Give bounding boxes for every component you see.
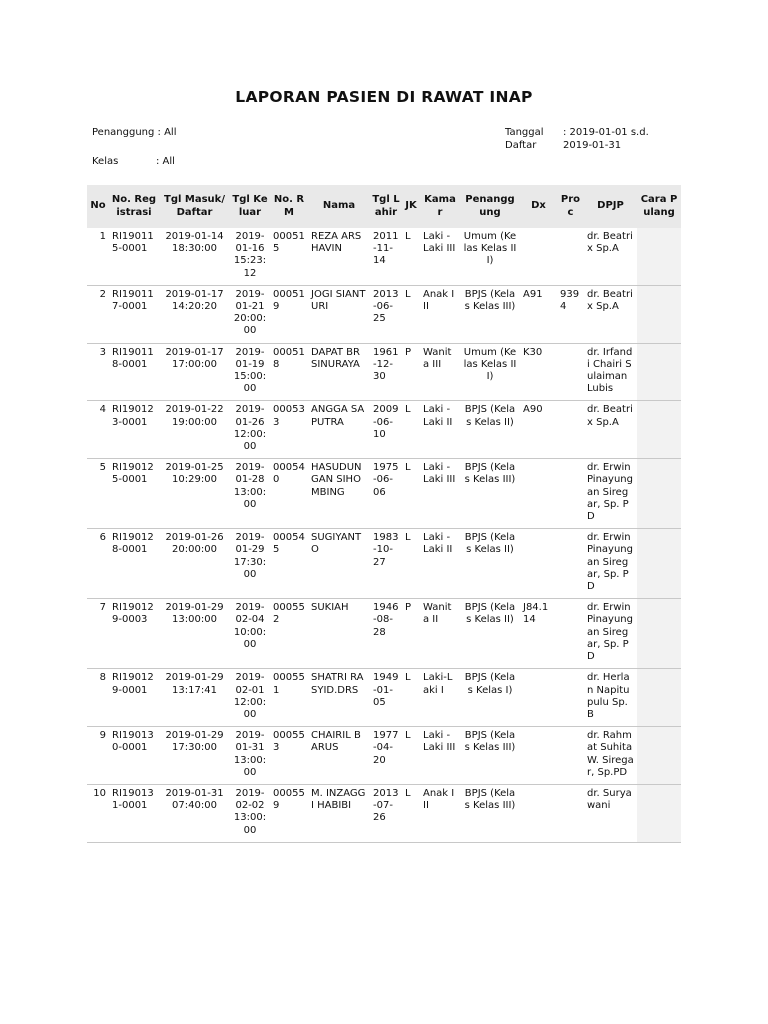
- cell-cara-pulang: [637, 784, 681, 842]
- penanggung-filter: [92, 126, 177, 139]
- report-title: LAPORAN PASIEN DI RAWAT INAP: [235, 88, 533, 106]
- cell-cara-pulang: [637, 669, 681, 727]
- cell-dpjp: dr. Erwin Pinayungan Siregar, Sp. PD: [584, 529, 637, 599]
- cell-penanggung: BPJS (Kelas Kelas III): [460, 285, 520, 343]
- cell-kamar: Laki - Laki III: [420, 727, 460, 785]
- col-header-dx: Dx: [520, 185, 557, 228]
- cell-cara-pulang: [637, 599, 681, 669]
- cell-dx: A91: [520, 285, 557, 343]
- cell-dpjp: dr. Beatrix Sp.A: [584, 285, 637, 343]
- cell-tgl-lahir: 2009-06-10: [370, 401, 402, 459]
- cell-dpjp: dr. Erwin Pinayungan Siregar, Sp. PD: [584, 599, 637, 669]
- cell-no-rm: 000540: [270, 459, 308, 529]
- cell-dpjp: dr. Beatrix Sp.A: [584, 401, 637, 459]
- col-header-dpjp: DPJP: [584, 185, 637, 228]
- cell-tgl-masuk: 2019-01-17 17:00:00: [159, 343, 230, 401]
- cell-proc: [557, 669, 584, 727]
- penanggung-label: Penanggung: [92, 127, 155, 138]
- col-header-registrasi: No. Registrasi: [109, 185, 159, 228]
- table-row: [87, 285, 681, 343]
- table-row: [87, 727, 681, 785]
- table-row: [87, 529, 681, 599]
- col-header-tgl-masuk: Tgl Masuk/Daftar: [159, 185, 230, 228]
- cell-proc: [557, 529, 584, 599]
- col-header-cara-pulang: Cara Pulang: [637, 185, 681, 228]
- cell-tgl-lahir: 1949-01-05: [370, 669, 402, 727]
- cell-tgl-keluar: 2019-01-21 20:00:00: [230, 285, 270, 343]
- cell-cara-pulang: [637, 459, 681, 529]
- cell-proc: [557, 343, 584, 401]
- cell-dx: [520, 669, 557, 727]
- cell-kamar: Anak III: [420, 784, 460, 842]
- cell-proc: [557, 228, 584, 285]
- cell-dpjp: dr. Suryawani: [584, 784, 637, 842]
- cell-nama: HASUDUN GAN SIHOMBING: [308, 459, 370, 529]
- cell-penanggung: BPJS (Kelas Kelas II): [460, 599, 520, 669]
- table-row: [87, 401, 681, 459]
- cell-jk: L: [402, 228, 420, 285]
- cell-registrasi: RI190129-0003: [109, 599, 159, 669]
- table-row: [87, 669, 681, 727]
- table-row: [87, 784, 681, 842]
- cell-tgl-keluar: 2019-01-31 13:00:00: [230, 727, 270, 785]
- cell-dpjp: dr. Herlan Napitupulu Sp.B: [584, 669, 637, 727]
- cell-tgl-masuk: 2019-01-22 19:00:00: [159, 401, 230, 459]
- cell-penanggung: BPJS (Kelas Kelas III): [460, 459, 520, 529]
- cell-kamar: Laki - Laki III: [420, 459, 460, 529]
- cell-penanggung: BPJS (Kelas Kelas II): [460, 529, 520, 599]
- col-header-nama: Nama: [308, 185, 370, 228]
- cell-tgl-masuk: 2019-01-31 07:40:00: [159, 784, 230, 842]
- col-header-no-rm: No. RM: [270, 185, 308, 228]
- cell-no: 7: [87, 599, 109, 669]
- table-header-row: [87, 185, 681, 228]
- cell-kamar: Laki - Laki II: [420, 401, 460, 459]
- cell-cara-pulang: [637, 727, 681, 785]
- cell-penanggung: Umum (Kelas Kelas III): [460, 343, 520, 401]
- cell-penanggung: BPJS (Kelas Kelas III): [460, 784, 520, 842]
- cell-tgl-keluar: 2019-01-28 13:00:00: [230, 459, 270, 529]
- cell-cara-pulang: [637, 343, 681, 401]
- cell-dx: K30: [520, 343, 557, 401]
- cell-jk: P: [402, 599, 420, 669]
- cell-no-rm: 000515: [270, 228, 308, 285]
- col-header-no: No: [87, 185, 109, 228]
- cell-proc: [557, 727, 584, 785]
- cell-registrasi: RI190128-0001: [109, 529, 159, 599]
- col-header-proc: Proc: [557, 185, 584, 228]
- tanggal-value-1: : 2019-01-01 s.d.: [563, 127, 649, 138]
- cell-proc: [557, 784, 584, 842]
- cell-kamar: Laki - Laki II: [420, 529, 460, 599]
- cell-no: 1: [87, 228, 109, 285]
- cell-dpjp: dr. Rahmat Suhita W. Siregar, Sp.PD: [584, 727, 637, 785]
- cell-no: 2: [87, 285, 109, 343]
- cell-dx: [520, 228, 557, 285]
- tanggal-label-2: Daftar: [505, 140, 537, 151]
- cell-tgl-masuk: 2019-01-14 18:30:00: [159, 228, 230, 285]
- cell-dpjp: dr. Irfandi Chairi Sulaiman Lubis: [584, 343, 637, 401]
- cell-jk: L: [402, 529, 420, 599]
- cell-tgl-keluar: 2019-01-16 15:23:12: [230, 228, 270, 285]
- cell-tgl-masuk: 2019-01-29 13:17:41: [159, 669, 230, 727]
- cell-dx: [520, 459, 557, 529]
- cell-nama: SUKIAH: [308, 599, 370, 669]
- cell-jk: P: [402, 343, 420, 401]
- cell-registrasi: RI190118-0001: [109, 343, 159, 401]
- cell-nama: JOGI SIANTURI: [308, 285, 370, 343]
- cell-registrasi: RI190123-0001: [109, 401, 159, 459]
- cell-proc: [557, 459, 584, 529]
- cell-dpjp: dr. Beatrix Sp.A: [584, 228, 637, 285]
- cell-tgl-keluar: 2019-01-19 15:00:00: [230, 343, 270, 401]
- cell-tgl-masuk: 2019-01-17 14:20:20: [159, 285, 230, 343]
- col-header-jk: JK: [402, 185, 420, 228]
- cell-registrasi: RI190129-0001: [109, 669, 159, 727]
- cell-jk: L: [402, 285, 420, 343]
- cell-tgl-lahir: 1977-04-20: [370, 727, 402, 785]
- cell-dx: J84.114: [520, 599, 557, 669]
- cell-no-rm: 000545: [270, 529, 308, 599]
- cell-penanggung: BPJS (Kelas Kelas III): [460, 727, 520, 785]
- penanggung-value: : All: [157, 127, 177, 138]
- cell-dx: A90: [520, 401, 557, 459]
- cell-kamar: Wanita III: [420, 343, 460, 401]
- kelas-filter: [92, 155, 175, 168]
- cell-no: 10: [87, 784, 109, 842]
- cell-tgl-masuk: 2019-01-26 20:00:00: [159, 529, 230, 599]
- cell-registrasi: RI190131-0001: [109, 784, 159, 842]
- cell-penanggung: Umum (Kelas Kelas III): [460, 228, 520, 285]
- tanggal-value-2: 2019-01-31: [563, 140, 622, 151]
- cell-tgl-lahir: 1975-06-06: [370, 459, 402, 529]
- cell-proc: 9394: [557, 285, 584, 343]
- cell-no: 6: [87, 529, 109, 599]
- table-row: [87, 228, 681, 285]
- kelas-label: Kelas: [92, 156, 119, 167]
- cell-nama: ANGGA SAPUTRA: [308, 401, 370, 459]
- cell-no: 4: [87, 401, 109, 459]
- col-header-kamar: Kamar: [420, 185, 460, 228]
- cell-tgl-keluar: 2019-02-01 12:00:00: [230, 669, 270, 727]
- col-header-penanggung: Penanggung: [460, 185, 520, 228]
- col-header-tgl-lahir: Tgl Lahir: [370, 185, 402, 228]
- table-row: [87, 599, 681, 669]
- cell-nama: SUGIYANTO: [308, 529, 370, 599]
- kelas-value: : All: [156, 156, 175, 167]
- cell-cara-pulang: [637, 401, 681, 459]
- cell-nama: DAPAT BR SINURAYA: [308, 343, 370, 401]
- cell-penanggung: BPJS (Kelas Kelas I): [460, 669, 520, 727]
- cell-jk: L: [402, 727, 420, 785]
- cell-kamar: Laki-Laki I: [420, 669, 460, 727]
- cell-dx: [520, 784, 557, 842]
- cell-cara-pulang: [637, 529, 681, 599]
- cell-dpjp: dr. Erwin Pinayungan Siregar, Sp. PD: [584, 459, 637, 529]
- cell-registrasi: RI190130-0001: [109, 727, 159, 785]
- cell-no-rm: 000533: [270, 401, 308, 459]
- cell-tgl-keluar: 2019-01-26 12:00:00: [230, 401, 270, 459]
- cell-penanggung: BPJS (Kelas Kelas II): [460, 401, 520, 459]
- cell-nama: REZA ARSHAVIN: [308, 228, 370, 285]
- cell-tgl-lahir: 2013-06-25: [370, 285, 402, 343]
- tanggal-label-1: Tanggal: [505, 127, 544, 138]
- cell-kamar: Wanita II: [420, 599, 460, 669]
- cell-tgl-keluar: 2019-02-02 13:00:00: [230, 784, 270, 842]
- cell-tgl-lahir: 2011-11-14: [370, 228, 402, 285]
- cell-jk: L: [402, 784, 420, 842]
- cell-registrasi: RI190125-0001: [109, 459, 159, 529]
- cell-registrasi: RI190117-0001: [109, 285, 159, 343]
- cell-no-rm: 000519: [270, 285, 308, 343]
- cell-tgl-masuk: 2019-01-29 13:00:00: [159, 599, 230, 669]
- table-row: [87, 343, 681, 401]
- cell-tgl-masuk: 2019-01-29 17:30:00: [159, 727, 230, 785]
- cell-no-rm: 000551: [270, 669, 308, 727]
- cell-no-rm: 000552: [270, 599, 308, 669]
- cell-tgl-lahir: 2013-07-26: [370, 784, 402, 842]
- cell-no: 5: [87, 459, 109, 529]
- cell-nama: M. INZAGGI HABIBI: [308, 784, 370, 842]
- cell-no: 9: [87, 727, 109, 785]
- cell-tgl-lahir: 1983-10-27: [370, 529, 402, 599]
- cell-jk: L: [402, 459, 420, 529]
- cell-dx: [520, 727, 557, 785]
- cell-tgl-lahir: 1946-08-28: [370, 599, 402, 669]
- cell-no-rm: 000559: [270, 784, 308, 842]
- cell-jk: L: [402, 401, 420, 459]
- cell-no: 8: [87, 669, 109, 727]
- cell-cara-pulang: [637, 285, 681, 343]
- cell-tgl-lahir: 1961-12-30: [370, 343, 402, 401]
- cell-tgl-keluar: 2019-01-29 17:30:00: [230, 529, 270, 599]
- tanggal-filter: [505, 126, 649, 152]
- cell-dx: [520, 529, 557, 599]
- cell-no: 3: [87, 343, 109, 401]
- cell-no-rm: 000518: [270, 343, 308, 401]
- patient-table: [87, 185, 681, 843]
- cell-proc: [557, 599, 584, 669]
- cell-proc: [557, 401, 584, 459]
- cell-nama: CHAIRIL BARUS: [308, 727, 370, 785]
- cell-cara-pulang: [637, 228, 681, 285]
- col-header-tgl-keluar: Tgl Keluar: [230, 185, 270, 228]
- cell-tgl-keluar: 2019-02-04 10:00:00: [230, 599, 270, 669]
- cell-no-rm: 000553: [270, 727, 308, 785]
- cell-kamar: Laki - Laki III: [420, 228, 460, 285]
- cell-nama: SHATRI RASYID.DRS: [308, 669, 370, 727]
- cell-registrasi: RI190115-0001: [109, 228, 159, 285]
- cell-tgl-masuk: 2019-01-25 10:29:00: [159, 459, 230, 529]
- table-row: [87, 459, 681, 529]
- cell-jk: L: [402, 669, 420, 727]
- cell-kamar: Anak III: [420, 285, 460, 343]
